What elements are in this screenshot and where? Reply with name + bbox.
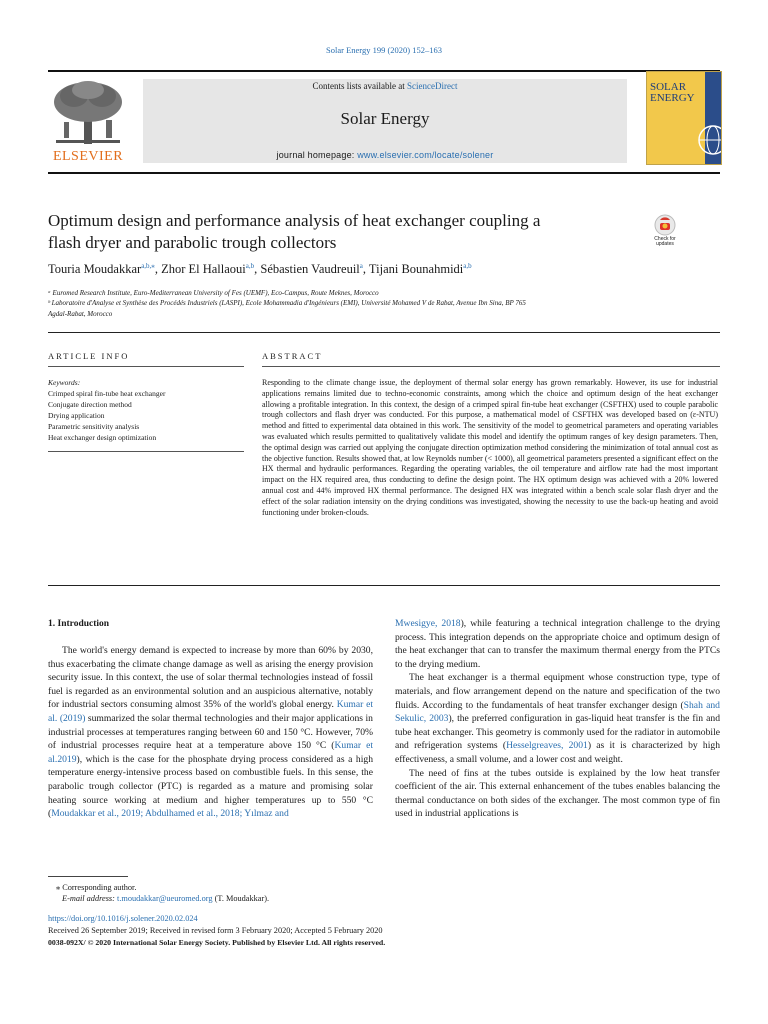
contents-line: Contents lists available at ScienceDirect (312, 81, 458, 91)
email-note: E-mail address: t.moudakkar@ueuromed.org (T. Moudakkar). (62, 894, 270, 903)
author-affiliation-marker[interactable]: a (359, 262, 363, 270)
author-name: Zhor El Hallaoui (161, 262, 246, 277)
journal-banner (143, 79, 627, 163)
copyright-line: 0038-092X/ © 2020 International Solar Energy Society. Published by Elsevier Ltd. All rights reserved. (48, 938, 386, 947)
cover-globe-icon (697, 122, 721, 158)
abstract-heading: ABSTRACT (262, 351, 323, 361)
author-name: Sébastien Vaudreuil (260, 262, 360, 277)
author-name: Touria Moudakkar (48, 262, 142, 277)
sciencedirect-link[interactable]: ScienceDirect (407, 81, 458, 91)
crossmark-label: Check for updates (654, 236, 676, 247)
elsevier-wordmark: ELSEVIER (52, 149, 124, 164)
keyword-item: Heat exchanger design optimization (48, 433, 157, 442)
intro-paragraph-1-cont: Mwesigye, 2018), while featuring a technical integration challenge to the drying process. This integration depends on the appropriate choice and optimum design of the heat exchanger that can to transfer the maximum thermal energy from the PTCs to the drying medium. (395, 618, 720, 670)
abstract-text: Responding to the climate change issue, the deployment of thermal solar energy has grown remarkably. However, its use for industrial applications remains limited due to techno-economic constraints, among which the choice and optimum design of the heat exchanger allowing a profitable integration. In this context, the design of a crimped spiral fin-tube heat exchanger (CSFTHX) used to couple parabolic trough collectors and flash dryer was conducted. For this purpose, a mathematical model of CSFTHX was developed based on (ε-NTU) method and fitted to experimental data obtained in this work. The sensitivity of the model to geometrical parameters and operating variables was evaluated which results permitted to qualitatively validate this model and identify the optimum ranges of key design parameters. Then, the optimal design was carried out applying the conjugate direction optimization method considering the minimization of total annual cost as the objective function. Results showed that, at low Reynolds number (< 1000), all geometrical parameters presented a significant effect on the HX thermal and hydraulic performances. Regarding the operating variables, the oil temperature and airflow rate had the most important impact on the HX required area, thus conducting to define the design point. The HX optimum design was achieved with a 20% lowered annual cost and 44% improved HX thermal performance. The designed HX was integrated within a bench scale solar flash dryer and the effect of the solar radiation intensity on the drying conditions was investigated, showing the necessity to use the back-up heating and avoid functioning under broken-clouds. (262, 378, 718, 517)
keyword-item: Parametric sensitivity analysis (48, 422, 140, 431)
keyword-item: Conjugate direction method (48, 400, 132, 409)
check-for-updates-badge[interactable] (647, 214, 683, 250)
author-affiliation-marker[interactable]: a,b,⁎ (141, 262, 155, 270)
affiliation-b-cont: Agdal-Rabat, Morocco (48, 310, 113, 318)
header-top-rule (48, 70, 720, 72)
citation-link[interactable]: Moudakkar et al., 2019; Abdulhamed et al., 2018; Yılmaz and (51, 808, 289, 820)
section-heading-introduction: 1. Introduction (48, 619, 110, 629)
cover-title: SOLAR ENERGY (650, 81, 695, 104)
author-affiliation-marker[interactable]: a,b (463, 262, 472, 270)
homepage-line: journal homepage: www.elsevier.com/locate/solener (276, 150, 494, 160)
journal-reference[interactable]: Solar Energy 199 (2020) 152–163 (326, 45, 442, 55)
citation-link[interactable]: Hesselgreaves, 2001 (506, 740, 588, 752)
author-separator: , (362, 262, 369, 277)
doi-link[interactable]: https://doi.org/10.1016/j.solener.2020.02.024 (48, 914, 198, 923)
intro-paragraph-2: The heat exchanger is a thermal equipment whose construction type, type of materials, and flow arrangement depend on the nature and specification of the two fluids. According to the fundamentals of heat transfer exchanger design (Shah and Sekulic, 2003), the preferred configuration in gas-liquid heat transfer is the fin and tube heat exchanger. This geometry is commonly used for the radiator in automobile and refrigeration systems (Hesselgreaves, 2001) as it is characterized by high effectiveness, a small volume, and a lower cost and weight. (395, 672, 721, 765)
intro-left-column (48, 644, 373, 821)
intro-paragraph-1: The world's energy demand is expected to increase by more than 60% by 2030, thus exacerbating the climate change damage as well as arising the energy provision security issue. In this context, the use of solar thermal technologies instead of fossil fuel is regarded as an environmental solution and an auspicious alternative, notably for industrial sectors consuming almost 35% of the world's global energy. Kumar et al. (2019) summarized the solar thermal technologies and their major applications in industrial processes at temperatures ranging between 60 and 150 °C. However, 70% of industrial processes require heat at a temperature above 150 °C (Kumar et al.2019), which is the case for the phosphate drying process considered as a high temperature energy-intensive process based on combustible fuels. In this sense, the parabolic trough collector (PTC) is regarded as a mature and promising solar heating source working at medium and higher temperatures up to 550 °C (Moudakkar et al., 2019; Abdulhamed et al., 2018; Yılmaz and (48, 645, 373, 820)
keyword-item: Drying application (48, 411, 105, 420)
abstract-bottom-rule (48, 585, 720, 586)
article-info-rule (48, 366, 244, 367)
email-link[interactable]: t.moudakkar@ueuromed.org (117, 894, 213, 903)
author-list (48, 262, 472, 277)
crossmark-icon (647, 214, 683, 238)
corresponding-author-note: ⁎ Corresponding author. (56, 883, 137, 892)
author-affiliation-marker[interactable]: a,b (245, 262, 255, 270)
citation-link[interactable]: Kumar et al. (2019) (48, 699, 373, 724)
keywords-label: Keywords: (48, 378, 81, 387)
keywords-bottom-rule (48, 451, 244, 452)
journal-name: Solar Energy (340, 109, 430, 128)
affiliation-a: ᵃ Euromed Research Institute, Euro-Mediterranean University of Fes (UEMF), Eco-Campus, Route Meknes, Morocco (48, 289, 379, 297)
author-name: Tijani Bounahmidi (368, 262, 464, 277)
keyword-item: Crimped spiral fin-tube heat exchanger (48, 389, 166, 398)
intro-paragraph-3: The need of fins at the tubes outside is explained by the low heat transfer coefficient of the air. This external enhancement of the tubes enables balancing the thermal conductance on both sides of the exchanger. The most common type of fin used in industrial applications is (395, 767, 720, 820)
header-bottom-rule (48, 172, 720, 174)
footnote-rule (48, 876, 128, 877)
homepage-link[interactable]: www.elsevier.com/locate/solener (357, 150, 494, 160)
citation-link[interactable]: Mwesigye, 2018 (395, 618, 461, 629)
article-info-heading: ARTICLE INFO (48, 351, 130, 361)
journal-cover-image (646, 71, 722, 165)
intro-right-column (395, 617, 720, 821)
citation-link[interactable]: Shah and Sekulic, 2003 (395, 699, 720, 725)
info-top-rule (48, 332, 720, 333)
citation-link[interactable]: Kumar et al.2019 (48, 740, 373, 765)
abstract-rule (262, 366, 720, 367)
article-title: Optimum design and performance analysis of heat exchanger coupling a flash dryer and parabolic trough collectors (48, 211, 541, 252)
author-separator: , (154, 262, 162, 277)
author-separator: , (254, 262, 261, 277)
received-dates: Received 26 September 2019; Received in revised form 3 February 2020; Accepted 5 February 2020 (48, 926, 383, 935)
affiliation-b: ᵇ Laboratoire d'Analyse et Synthèse des Procédés Industriels (LASPI), Ecole Mohammadia d'Ingénieurs (EMI), Université Mohamed V de Rabat, Avenue Ibn Sina, BP 765 (48, 299, 526, 307)
